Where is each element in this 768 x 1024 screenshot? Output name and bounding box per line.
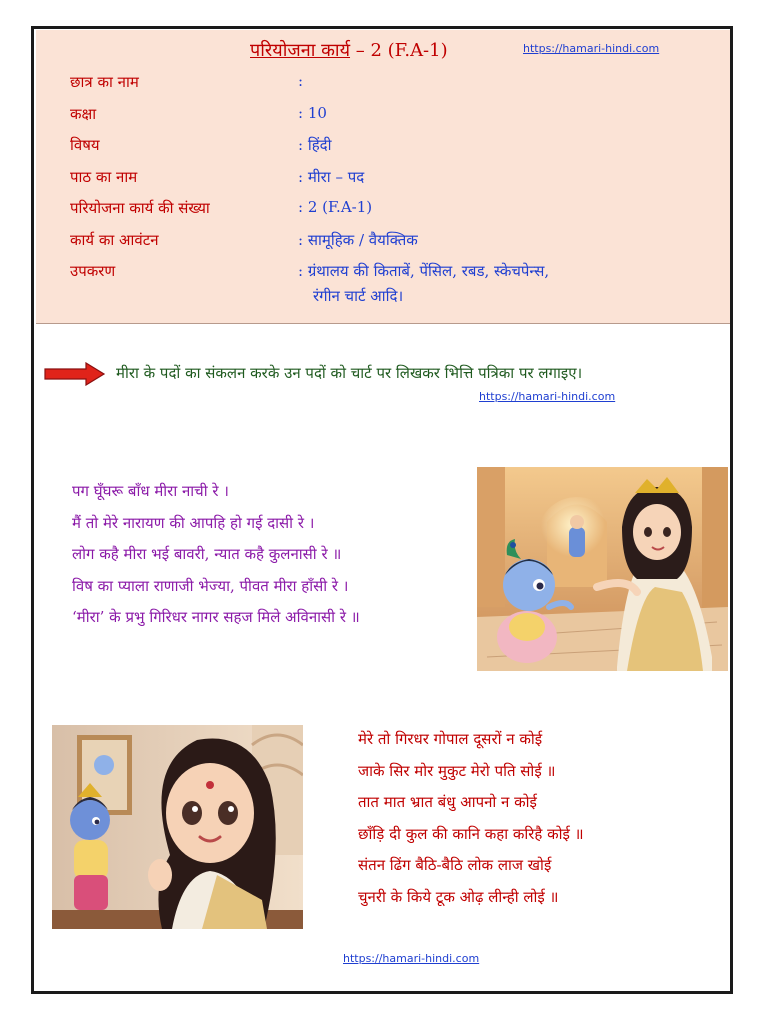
poem-line: विष का प्याला राणाजी भेज्या, पीवत मीरा हाँसी रे । <box>72 576 349 595</box>
subject-label: विषय <box>70 136 100 154</box>
lesson-label: पाठ का नाम <box>70 168 138 186</box>
title-hindi: परियोजना कार्य <box>250 40 351 61</box>
project-number-value: : 2 (F.A-1) <box>298 198 373 216</box>
poem-line: जाके सिर मोर मुकुट मेरो पति सोई ॥ <box>358 761 556 780</box>
instruction-text: मीरा के पदों का संकलन करके उन पदों को चार्ट पर लिखकर भित्ति पत्रिका पर लगाइए। <box>116 364 583 382</box>
lesson-value: : मीरा – पद <box>298 168 365 186</box>
student-name-value: : <box>298 72 304 90</box>
allocation-value: : सामूहिक / वैयक्तिक <box>298 231 418 249</box>
poem-line: संतन ढिंग बैठि-बैठि लोक लाज खोई <box>358 856 552 874</box>
allocation-label: कार्य का आवंटन <box>70 231 159 249</box>
class-value: : 10 <box>298 104 327 122</box>
class-label: कक्षा <box>70 105 97 123</box>
poem-two <box>358 724 584 913</box>
instruction-link[interactable]: https://hamari-hindi.com <box>479 390 616 403</box>
red-arrow-icon <box>44 362 106 386</box>
student-name-label: छात्र का नाम <box>70 73 139 91</box>
poem-line: तात मात भ्रात बंधु आपनो न कोई <box>358 793 537 811</box>
header-link[interactable]: https://hamari-hindi.com <box>523 42 660 55</box>
poem-line: पग घूँघरू बाँध मीरा नाची रे । <box>72 482 229 500</box>
project-number-label: परियोजना कार्य की संख्या <box>70 199 210 217</box>
materials-value-line2: रंगीन चार्ट आदि। <box>313 287 404 305</box>
poem-line: लोग कहै मीरा भई बावरी, न्यात कहै कुलनासी रे ॥ <box>72 545 342 563</box>
meera-krishna-illustration <box>52 725 303 929</box>
poem-line: मेरे तो गिरधर गोपाल दूसरों न कोई <box>358 730 543 748</box>
temple-illustration <box>477 467 728 671</box>
subject-value: : हिंदी <box>298 136 332 154</box>
title-number: – 2 (F.A-1) <box>350 40 448 61</box>
materials-label: उपकरण <box>70 262 116 280</box>
footer-link[interactable]: https://hamari-hindi.com <box>343 952 480 965</box>
poem-line: छाँड़ि दी कुल की कानि कहा करिहै कोई ॥ <box>358 824 584 843</box>
poem-one <box>72 476 360 634</box>
materials-value: : ग्रंथालय की किताबें, पेंसिल, रबड, स्केचपेन्स, <box>298 262 550 280</box>
poem-line: चुनरी के किये टूक ओढ़ लीन्ही लोई ॥ <box>358 887 559 906</box>
poem-line: मैं तो मेरे नारायण की आपहि हो गई दासी रे । <box>72 513 315 532</box>
poem-line: ‘मीरा’ के प्रभु गिरिधर नागर सहज मिले अविनासी रे ॥ <box>72 608 360 626</box>
page-title <box>250 38 448 62</box>
